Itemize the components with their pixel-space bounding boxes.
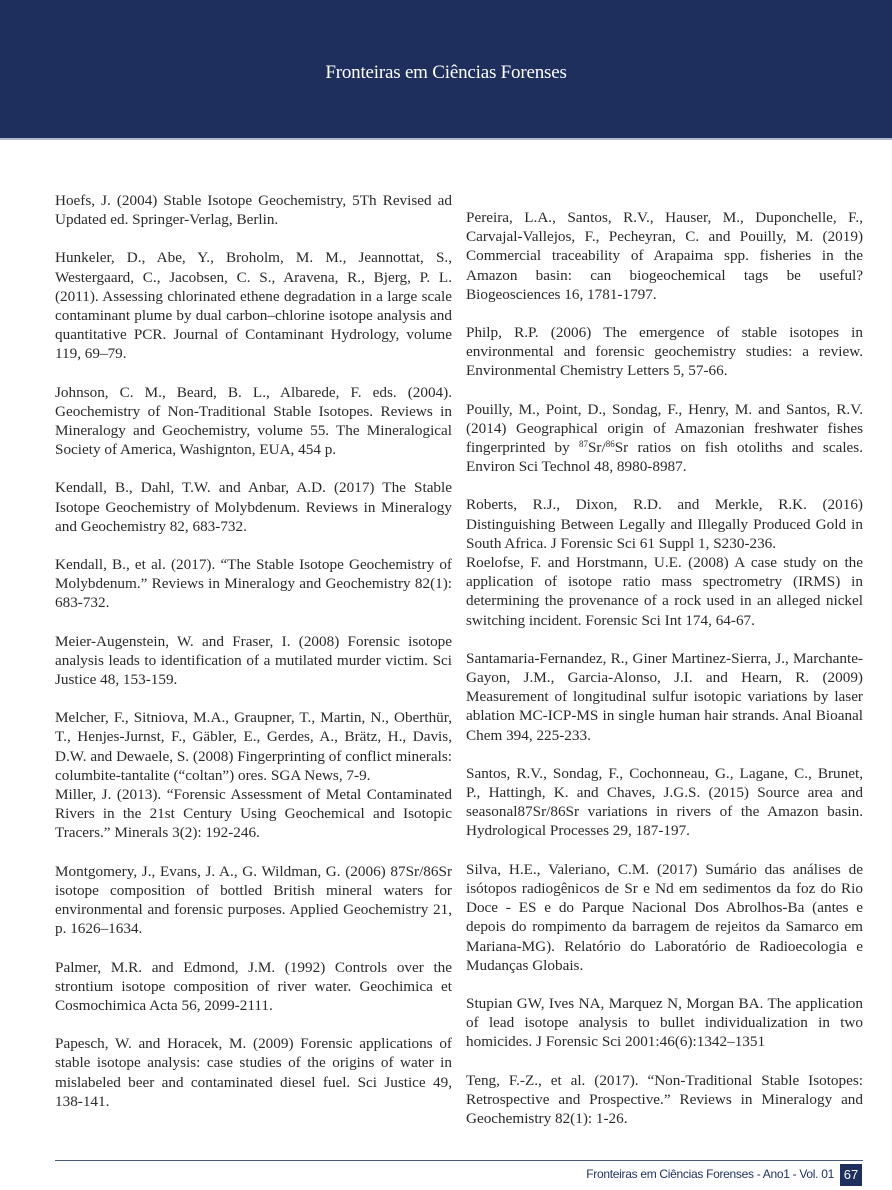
reference-item: Santos, R.V., Sondag, F., Cochonneau, G., Lagane, C., Brunet, P., Hattingh, K. and Chaves, J.G.S. (2015) Source area and seasonal87Sr/86Sr variations in rivers of the Amazon basin. Hydrological Processes 29, 187-197. [466, 764, 863, 840]
reference-item [466, 400, 863, 477]
reference-item: Montgomery, J., Evans, J. A., G. Wildman, G. (2006) 87Sr/86Sr isotope composition of bottled British mineral waters for environmental and forensic purposes. Applied Geochemistry 21, p. 1626–1634. [55, 862, 452, 938]
reference-item: Johnson, C. M., Beard, B. L., Albarede, F. eds. (2004). Geochemistry of Non-Traditional Stable Isotopes. Reviews in Mineralogy and Geochemistry, volume 55. The Mineralogical Society of America, Washignton, EUA, 454 p. [55, 383, 452, 459]
journal-header [0, 0, 892, 140]
reference-item: Hoefs, J. (2004) Stable Isotope Geochemistry, 5Th Revised ad Updated ed. Springer-Verlag, Berlin. [55, 192, 452, 229]
reference-item: Palmer, M.R. and Edmond, J.M. (1992) Controls over the strontium isotope composition of river water. Geochimica et Cosmochimica Acta 56, 2099-2111. [55, 958, 452, 1014]
reference-item: Roberts, R.J., Dixon, R.D. and Merkle, R.K. (2016) Distinguishing Between Legally and Illegally Produced Gold in South Africa. J Forensic Sci 61 Suppl 1, S230-236. [466, 496, 863, 552]
footer-journal-info: Fronteiras em Ciências Forenses - Ano1 - Vol. 01 [586, 1167, 834, 1181]
footer-divider [55, 1160, 863, 1161]
isotope-superscript: 87 [578, 439, 588, 450]
references-column-left [55, 191, 452, 1111]
reference-item: Kendall, B., et al. (2017). “The Stable Isotope Geochemistry of Molybdenum.” Reviews in Mineralogy and Geochemistry 82(1): 683-732. [55, 556, 452, 612]
page-number: 67 [840, 1164, 862, 1186]
reference-item: Meier-Augenstein, W. and Fraser, I. (2008) Forensic isotope analysis leads to identification of a mutilated murder victim. Sci Justice 48, 153-159. [55, 632, 452, 689]
reference-item: Philp, R.P. (2006) The emergence of stable isotopes in environmental and forensic geochemistry studies: a review. Environmental Chemistry Letters 5, 57-66. [466, 324, 863, 380]
reference-item: Santamaria-Fernandez, R., Giner Martinez-Sierra, J., Marchante-Gayon, J.M., Garcia-Alonso, J.I. and Hearn, R. (2009) Measurement of longitudinal sulfur isotopic variations by laser ablation MC-ICP-MS in single human hair strands. Anal Bioanal Chem 394, 225-233. [466, 649, 863, 744]
reference-text: Sr ratios on fish otoliths and scales. Environ Sci Technol 48, 8980-8987. [466, 439, 863, 476]
references-column-right [466, 208, 863, 1128]
reference-item: Papesch, W. and Horacek, M. (2009) Forensic applications of stable isotope analysis: case studies of the origins of water in mislabeled beer and contaminated diesel fuel. Sci Justice 49, 138-141. [55, 1035, 452, 1110]
isotope-superscript: 86 [605, 439, 615, 450]
reference-item: Stupian GW, Ives NA, Marquez N, Morgan BA. The application of lead isotope analysis to bullet individualization in two homicides. J Forensic Sci 2001:46(6):1342–1351 [466, 994, 863, 1051]
reference-item: Pereira, L.A., Santos, R.V., Hauser, M., Duponchelle, F., Carvajal-Vallejos, F., Pecheyran, C. and Pouilly, M. (2019) Commercial traceability of Arapaima spp. fisheries in the Amazon basin: can biogeochemical tags be useful? Biogeosciences 16, 1781-1797. [466, 209, 863, 303]
reference-text: Sr/ [587, 439, 606, 457]
reference-item: Kendall, B., Dahl, T.W. and Anbar, A.D. (2017) The Stable Isotope Geochemistry of Molybdenum. Reviews in Mineralogy and Geochemistry 82, 683-732. [55, 479, 452, 535]
reference-text: Pouilly, M., Point, D., Sondag, F., Henry, M. and Santos, R.V. (2014) Geographical origin of Amazonian freshwater fishes fingerprinted by [466, 400, 863, 457]
reference-item: Hunkeler, D., Abe, Y., Broholm, M. M., Jeannottat, S., Westergaard, C., Jacobsen, C. S., Aravena, R., Bjerg, P. L. (2011). Assessing chlorinated ethene degradation in a large scale contaminant plume by dual carbon–chlorine isotope analysis and quantitative PCR. Journal of Contaminant Hydrology, volume 119, 69–79. [55, 249, 452, 363]
reference-item: Miller, J. (2013). “Forensic Assessment of Metal Contaminated Rivers in the 21st Century Using Geochemical and Isotopic Tracers.” Minerals 3(2): 192-246. [55, 786, 452, 842]
reference-item: Melcher, F., Sitniova, M.A., Graupner, T., Martin, N., Oberthür, T., Henjes-Jurnst, F., Gäbler, E., Gerdes, A., Brätz, H., Davis, D.W. and Dewaele, S. (2008) Fingerprinting of conflict minerals: columbite-tantalite (“coltan”) ores. SGA News, 7-9. [55, 709, 452, 784]
reference-item: Roelofse, F. and Horstmann, U.E. (2008) A case study on the application of isotope ratio mass spectrometry (IRMS) in determining the provenance of a rock used in an alleged nickel switching incident. Forensic Sci Int 174, 64-67. [466, 554, 863, 629]
reference-item: Teng, F.-Z., et al. (2017). “Non-Traditional Stable Isotopes: Retrospective and Prospective.” Reviews in Mineralogy and Geochemistry 82(1): 1-26. [466, 1071, 863, 1127]
journal-title: Fronteiras em Ciências Forenses [325, 62, 567, 83]
reference-item: Silva, H.E., Valeriano, C.M. (2017) Sumário das análises de isótopos radiogênicos de Sr e Nd em sedimentos da foz do Rio Doce - ES e do Parque Nacional Dos Abrolhos-Ba (antes e depois do rompimento da barragem de rejeitos da Samarco em Mariana-MG). Relatório do Laboratório de Radioecologia e Mudanças Globais. [466, 860, 863, 974]
